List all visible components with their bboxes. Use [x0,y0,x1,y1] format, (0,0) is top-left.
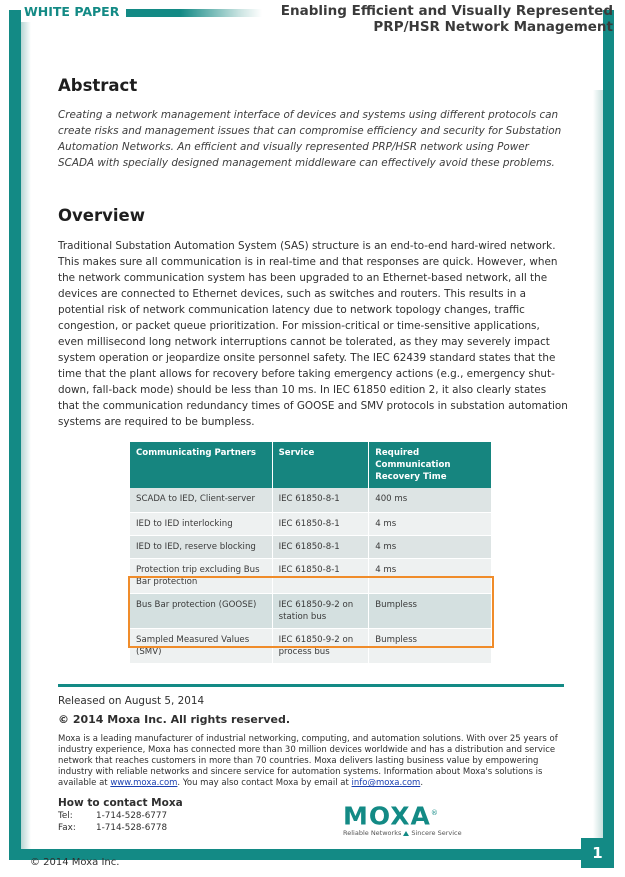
logo-tag-right: Sincere Service [411,829,462,838]
table-row [130,558,492,593]
table-row [130,512,492,535]
document-title-line2: PRP/HSR Network Management [373,19,613,35]
logo-tagline [343,829,468,837]
contact-heading: How to contact Moxa [58,797,183,809]
logo-wordmark [343,801,468,831]
moxa-logo [343,801,468,838]
document-title-line1: Enabling Efficient and Visually Represented [280,3,613,19]
table-header-cell: Communicating Partners [130,442,272,488]
overview-text: Traditional Substation Automation System (SAS) structure is an end-to-end hard-wired network. This makes sure all communication is in real-time and that responses are quick. However, when the network communication system has been upgraded to an Ethernet-based network, all the devices are connected to Ethernet devices, such as switches and routers. This results in a potential risk of network communication latency due to network topology changes, traffic congestion, or packet queue prioritization. For mission-critical or time-sensitive applications, even millisecond long network interruptions cannot be tolerated, as they may severely impact system operation or jeopardize onsite personnel safety. The IEC 62439 standard states that the time that the plant allows for recovery before taking emergency actions (e.g., emergency shut-down, fall-back mode) should be less than 10 ms. In IEC 61850 edition 2, it also clearly states that the communication redundancy times of GOOSE and SMV protocols in substation automation systems are required to be bumpless. [58,240,568,428]
table-cell: Bumpless [369,593,492,628]
tel-number: 1-714-528-6777 [96,811,168,821]
fax-label: Fax: [58,823,76,833]
table-header-cell: Service [272,442,369,488]
contact-tel-row [58,811,167,821]
page-number: 1 [581,838,614,868]
frame-right-shadow [593,90,603,845]
white-paper-label: WHITE PAPER [21,3,126,20]
frame-right-bar [603,10,614,845]
copyright-notice: © 2014 Moxa Inc. All rights reserved. [58,713,290,726]
header-accent-bar [126,9,262,17]
table-cell: 4 ms [369,512,492,535]
recovery-time-table [130,442,492,664]
table-cell: 400 ms [369,488,492,512]
abstract-text: Creating a network management interface of devices and systems using different protocols can create risks and management issues that can compromise efficiency and security for Substation Automation Networks. An efficient and visually represented PRP/HSR network using Power SCADA with specially designed management middleware can effectively avoid these problems. [58,109,562,169]
abstract-heading: Abstract [58,76,138,95]
table-cell: IED to IED, reserve blocking [130,535,272,558]
table-cell: Bus Bar protection (GOOSE) [130,593,272,628]
table-cell: IEC 61850-8-1 [272,512,369,535]
table-cell: SCADA to IED, Client-server [130,488,272,512]
fax-number: 1-714-528-6778 [96,823,168,833]
table-cell: Protection trip excluding Bus Bar protection [130,558,272,593]
table-cell: IEC 61850-8-1 [272,558,369,593]
about-text-end: . [420,778,424,788]
table-cell: IEC 61850-9-2 on station bus [272,593,369,628]
triangle-icon [403,831,409,836]
table-cell: IED to IED interlocking [130,512,272,535]
table-row-highlighted [130,628,492,663]
table-cell: Sampled Measured Values (SMV) [130,628,272,663]
about-text-mid: . You may also contact Moxa by email at [177,778,349,788]
table-cell: IEC 61850-8-1 [272,488,369,512]
table-row-highlighted [130,593,492,628]
logo-tag-left: Reliable Networks [343,829,402,838]
table-header-cell: Required Communication Recovery Time [369,442,492,488]
table-row [130,535,492,558]
frame-left-shadow [21,22,31,860]
contact-fax-row [58,823,167,833]
page-copyright: © 2014 Moxa Inc. [30,857,120,868]
table-row [130,488,492,512]
table-header-row [130,442,492,488]
footer-divider [58,684,564,687]
table-cell: 4 ms [369,558,492,593]
about-text: Moxa is a leading manufacturer of industrial networking, computing, and automation solutions. With over 25 years of industry experience, Moxa has connected more than 30 million devices worldwide and has a distribution and service network that reaches customers in more than 70 countries. Moxa delivers lasting business value by empowering industry with reliable networks and sincere service for automation systems. Information about Moxa's solutions is available at [58,734,558,788]
frame-left-bar [9,10,21,860]
logo-registered: ® [430,809,439,817]
logo-word: MOXA [343,801,431,831]
tel-label: Tel: [58,811,73,821]
table-cell: Bumpless [369,628,492,663]
table-cell: IEC 61850-8-1 [272,535,369,558]
table-cell: 4 ms [369,535,492,558]
release-date: Released on August 5, 2014 [58,695,205,707]
about-moxa-text [58,734,564,789]
email-link[interactable]: info@moxa.com [351,778,421,788]
overview-heading: Overview [58,206,145,225]
document-title [281,3,613,35]
website-link[interactable]: www.moxa.com [110,778,178,788]
table-cell: IEC 61850-9-2 on process bus [272,628,369,663]
